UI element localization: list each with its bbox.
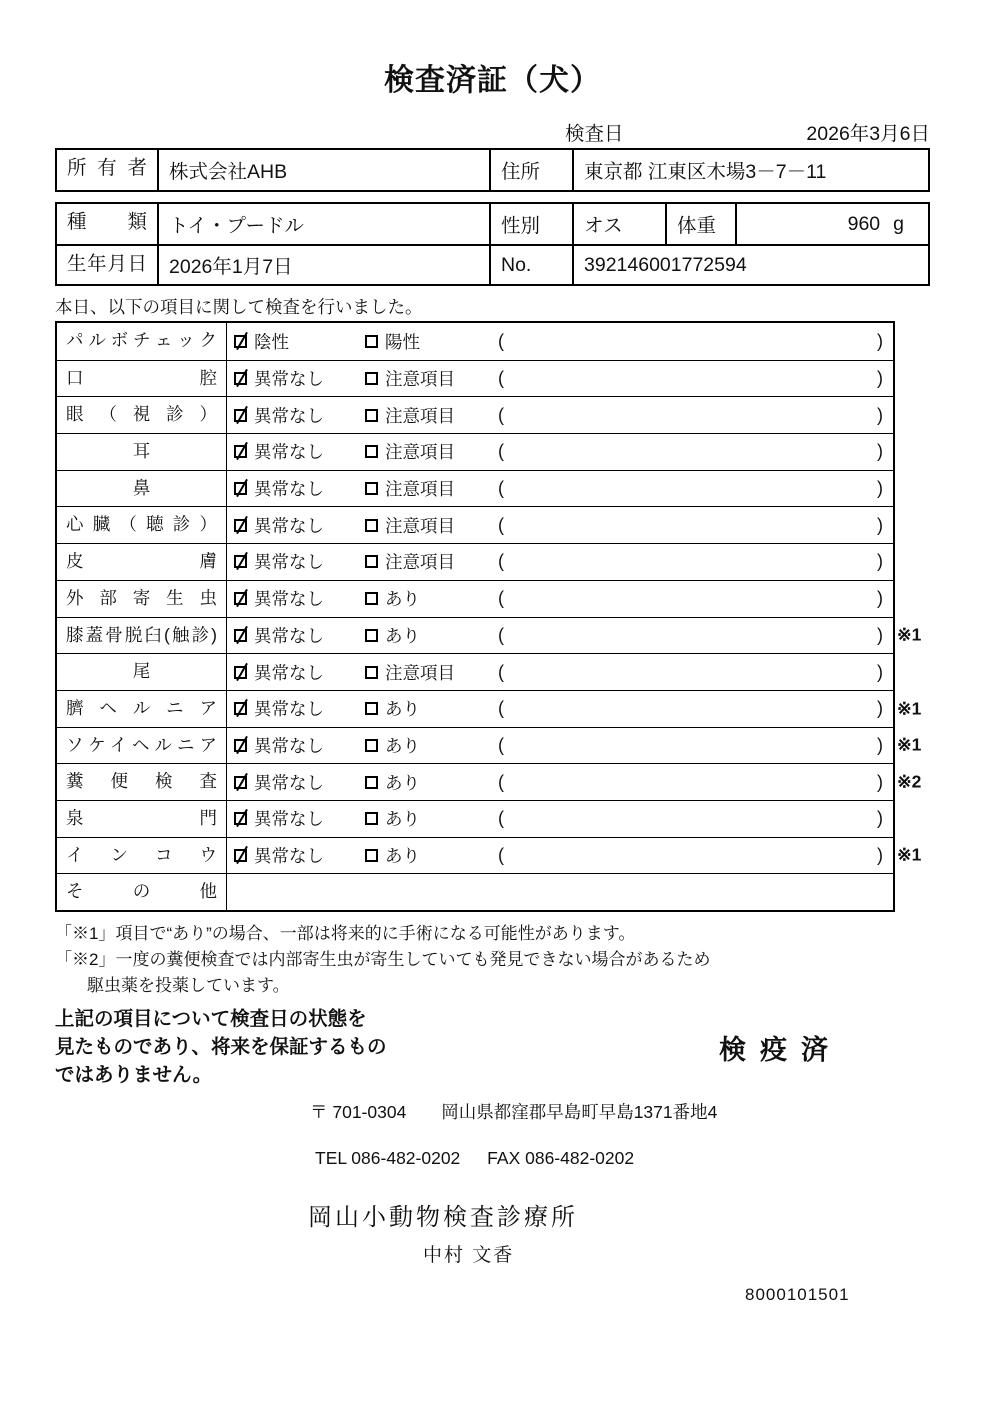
disclaimer-and-stamp	[55, 1005, 930, 1089]
result-unchecked-label: あり	[385, 735, 420, 756]
clinic-address-line	[55, 1099, 1004, 1124]
remarks-field	[498, 368, 893, 389]
remarks-field	[498, 331, 893, 352]
exam-item-label: パルボチェック	[57, 323, 227, 360]
no-value: 392146001772594	[572, 246, 928, 284]
quarantine-stamp: 検疫済	[719, 1034, 842, 1065]
paren-open: (	[498, 441, 504, 462]
remarks-field	[498, 441, 893, 462]
checked-checkbox-icon	[234, 849, 247, 862]
paren-close: )	[877, 368, 883, 389]
footnote-mark: ※1	[897, 844, 922, 865]
result-option-checked	[234, 843, 365, 868]
result-option-checked	[234, 733, 365, 758]
result-option-unchecked	[365, 660, 498, 685]
breed-label: 種類	[67, 211, 147, 233]
checked-checkbox-icon	[234, 519, 247, 532]
exam-result-cell	[227, 764, 893, 800]
result-option-checked	[234, 476, 365, 501]
unchecked-checkbox-icon	[365, 445, 378, 458]
exam-result-cell	[227, 618, 893, 654]
sex-value: オス	[572, 204, 665, 244]
remarks-field	[498, 625, 893, 646]
result-checked-label: 異常なし	[254, 442, 324, 463]
result-option-unchecked	[365, 696, 498, 721]
clinic-block	[55, 1099, 1004, 1267]
checked-checkbox-icon	[234, 812, 247, 825]
weight-label: 体重	[665, 204, 735, 244]
clinic-tel-line	[55, 1148, 1004, 1169]
weight-unit: g	[893, 212, 904, 235]
exam-row	[57, 727, 922, 764]
paren-open: (	[498, 368, 504, 389]
exam-result-cell	[227, 801, 893, 837]
result-option-checked	[234, 549, 365, 574]
result-checked-label: 異常なし	[254, 662, 324, 683]
exam-row	[57, 543, 893, 580]
paren-close: )	[877, 478, 883, 499]
exam-item-label: 口腔	[57, 361, 227, 397]
result-option-unchecked	[365, 549, 498, 574]
sex-label: 性別	[489, 204, 572, 244]
birthdate-label: 生年月日	[67, 253, 147, 275]
unchecked-checkbox-icon	[365, 629, 378, 642]
paren-open: (	[498, 404, 504, 425]
result-unchecked-label: 注意項目	[385, 479, 455, 500]
result-option-unchecked	[365, 403, 498, 428]
result-option-unchecked	[365, 733, 498, 758]
disclaimer-line-2: 見たものであり、将来を保証するもの	[55, 1036, 387, 1058]
footnote-mark: ※1	[897, 734, 922, 755]
exam-result-cell	[227, 838, 893, 874]
checked-checkbox-icon	[234, 666, 247, 679]
exam-item-label: 皮膚	[57, 544, 227, 580]
remarks-field	[498, 478, 893, 499]
exam-row	[57, 323, 893, 360]
pet-table	[55, 202, 930, 286]
paren-close: )	[877, 734, 883, 755]
result-checked-label: 異常なし	[254, 515, 324, 536]
paren-close: )	[877, 698, 883, 719]
exam-row	[57, 506, 893, 543]
pet-table-row-2	[57, 244, 928, 284]
remarks-field	[498, 551, 893, 572]
result-option-unchecked	[365, 476, 498, 501]
result-option-checked	[234, 403, 365, 428]
result-option-checked	[234, 770, 365, 795]
exam-result-cell	[227, 544, 893, 580]
paren-close: )	[877, 404, 883, 425]
result-option-checked	[234, 439, 365, 464]
paren-open: (	[498, 551, 504, 572]
result-option-unchecked	[365, 806, 498, 831]
intro-text: 本日、以下の項目に関して検査を行いました。	[55, 297, 423, 317]
footnote-1: 「※1」項目で“あり”の場合、一部は将来的に手術になる可能性があります。	[55, 924, 636, 943]
birthdate-value: 2026年1月7日	[157, 246, 489, 284]
owner-table-row	[57, 150, 928, 190]
exam-row	[57, 470, 893, 507]
address-label: 住所	[489, 150, 572, 190]
result-checked-label: 異常なし	[254, 699, 324, 720]
postal-code: 〒 701-0304	[310, 1102, 407, 1122]
pet-table-row-1	[57, 204, 928, 244]
exam-result-cell	[227, 471, 893, 507]
disclaimer-line-1: 上記の項目について検査日の状態を	[55, 1008, 367, 1030]
checked-checkbox-icon	[234, 739, 247, 752]
paren-open: (	[498, 478, 504, 499]
footnote-2-line1: 「※2」一度の糞便検査では内部寄生虫が寄生していても発見できない場合があるため	[55, 950, 711, 969]
exam-row	[57, 763, 922, 800]
no-label: No.	[489, 246, 572, 284]
exam-result-cell	[227, 874, 893, 910]
checked-checkbox-icon	[234, 776, 247, 789]
paren-close: )	[877, 588, 883, 609]
result-option-unchecked	[365, 439, 498, 464]
inspection-date-value: 2026年3月6日	[806, 123, 930, 145]
result-checked-label: 異常なし	[254, 479, 324, 500]
exam-result-cell	[227, 434, 893, 470]
clinic-name: 岡山小動物検査診療所	[308, 1204, 578, 1231]
result-checked-label: 異常なし	[254, 625, 324, 646]
unchecked-checkbox-icon	[365, 372, 378, 385]
page-title: 検査済証（犬）	[384, 64, 601, 97]
remarks-field	[498, 515, 893, 536]
result-option-checked	[234, 586, 365, 611]
exam-result-cell	[227, 507, 893, 543]
unchecked-checkbox-icon	[365, 776, 378, 789]
exam-row	[57, 837, 922, 874]
remarks-field	[498, 588, 893, 609]
checked-checkbox-icon	[234, 409, 247, 422]
result-option-checked	[234, 513, 365, 538]
disclaimer-text	[55, 1005, 387, 1089]
exam-item-label: 外部寄生虫	[57, 581, 227, 617]
result-unchecked-label: 注意項目	[385, 552, 455, 573]
paren-close: )	[877, 661, 883, 682]
paren-open: (	[498, 771, 504, 792]
checked-checkbox-icon	[234, 555, 247, 568]
disclaimer-line-3: ではありません。	[55, 1064, 213, 1086]
paren-close: )	[877, 330, 883, 351]
clinic-tel: TEL 086-482-0202	[315, 1148, 461, 1168]
paren-open: (	[498, 330, 504, 351]
exam-row	[57, 800, 893, 837]
breed-value: トイ・プードル	[157, 204, 489, 244]
exam-item-label: インコウ	[57, 838, 227, 874]
unchecked-checkbox-icon	[365, 666, 378, 679]
clinic-address: 岡山県都窪郡早島町早島1371番地4	[441, 1102, 718, 1122]
exam-item-label: 膝蓋骨脱臼(触診)	[57, 618, 227, 654]
exam-item-label: 泉門	[57, 801, 227, 837]
exam-table	[55, 321, 922, 912]
remarks-field	[498, 808, 893, 829]
result-checked-label: 異常なし	[254, 405, 324, 426]
exam-item-label: その他	[57, 874, 227, 910]
paren-open: (	[498, 661, 504, 682]
exam-row	[57, 690, 922, 727]
unchecked-checkbox-icon	[365, 519, 378, 532]
unchecked-checkbox-icon	[365, 739, 378, 752]
exam-row	[57, 433, 893, 470]
exam-item-label: 心臓（聴診）	[57, 507, 227, 543]
result-checked-label: 異常なし	[254, 552, 324, 573]
exam-row	[57, 396, 893, 433]
result-checked-label: 異常なし	[254, 735, 324, 756]
remarks-field	[498, 845, 893, 866]
exam-result-cell	[227, 581, 893, 617]
paren-close: )	[877, 514, 883, 535]
paren-open: (	[498, 624, 504, 645]
unchecked-checkbox-icon	[365, 812, 378, 825]
result-checked-label: 異常なし	[254, 369, 324, 390]
paren-close: )	[877, 441, 883, 462]
result-unchecked-label: 陽性	[385, 331, 420, 352]
examiner-name: 中村 文香	[423, 1245, 515, 1266]
checked-checkbox-icon	[234, 629, 247, 642]
result-option-unchecked	[365, 770, 498, 795]
paren-close: )	[877, 844, 883, 865]
footnote-mark: ※2	[897, 771, 922, 792]
owner-label: 所有者	[67, 157, 147, 179]
result-unchecked-label: あり	[385, 589, 420, 610]
footnote-mark: ※1	[897, 698, 922, 719]
checked-checkbox-icon	[234, 702, 247, 715]
exam-result-cell	[227, 397, 893, 433]
remarks-field	[498, 772, 893, 793]
paren-open: (	[498, 588, 504, 609]
exam-row	[57, 653, 893, 690]
remarks-field	[498, 735, 893, 756]
exam-item-label: 臍ヘルニア	[57, 691, 227, 727]
exam-item-label: 耳	[57, 434, 227, 470]
footnote-2-line2: 駆虫薬を投薬しています。	[87, 976, 290, 995]
result-checked-label: 異常なし	[254, 589, 324, 610]
unchecked-checkbox-icon	[365, 335, 378, 348]
weight-value: 960	[847, 212, 881, 235]
result-option-checked	[234, 366, 365, 391]
result-checked-label: 異常なし	[254, 809, 324, 830]
exam-item-label: 糞便検査	[57, 764, 227, 800]
paren-open: (	[498, 844, 504, 865]
result-checked-label: 陰性	[254, 331, 289, 352]
unchecked-checkbox-icon	[365, 409, 378, 422]
exam-result-cell	[227, 361, 893, 397]
footnote-mark: ※1	[897, 624, 922, 645]
exam-row	[57, 873, 893, 910]
unchecked-checkbox-icon	[365, 702, 378, 715]
inspection-date-row	[55, 118, 930, 144]
result-option-unchecked	[365, 513, 498, 538]
result-unchecked-label: あり	[385, 772, 420, 793]
unchecked-checkbox-icon	[365, 592, 378, 605]
weight-cell	[735, 204, 928, 244]
footnotes	[55, 922, 955, 997]
inspection-date-label: 検査日	[565, 123, 624, 145]
unchecked-checkbox-icon	[365, 849, 378, 862]
checked-checkbox-icon	[234, 372, 247, 385]
exam-row	[57, 617, 922, 654]
exam-item-label: 鼻	[57, 471, 227, 507]
owner-value: 株式会社AHB	[157, 150, 489, 190]
result-option-unchecked	[365, 843, 498, 868]
exam-row	[57, 580, 893, 617]
result-option-unchecked	[365, 623, 498, 648]
paren-close: )	[877, 624, 883, 645]
paren-open: (	[498, 698, 504, 719]
exam-item-label: 尾	[57, 654, 227, 690]
paren-close: )	[877, 808, 883, 829]
result-unchecked-label: あり	[385, 845, 420, 866]
result-checked-label: 異常なし	[254, 772, 324, 793]
result-option-checked	[234, 806, 365, 831]
paren-open: (	[498, 808, 504, 829]
checked-checkbox-icon	[234, 482, 247, 495]
exam-item-label: ソケイヘルニア	[57, 728, 227, 764]
result-unchecked-label: 注意項目	[385, 405, 455, 426]
result-option-unchecked	[365, 366, 498, 391]
document-serial: 8000101501	[745, 1285, 850, 1304]
result-unchecked-label: あり	[385, 699, 420, 720]
result-option-unchecked	[365, 586, 498, 611]
result-option-unchecked	[365, 329, 498, 354]
exam-result-cell	[227, 323, 893, 360]
result-unchecked-label: 注意項目	[385, 515, 455, 536]
result-option-checked	[234, 623, 365, 648]
checked-checkbox-icon	[234, 445, 247, 458]
exam-item-label: 眼（視診）	[57, 397, 227, 433]
result-unchecked-label: 注意項目	[385, 369, 455, 390]
paren-close: )	[877, 771, 883, 792]
unchecked-checkbox-icon	[365, 555, 378, 568]
exam-result-cell	[227, 691, 893, 727]
result-option-checked	[234, 696, 365, 721]
paren-close: )	[877, 551, 883, 572]
result-option-checked	[234, 329, 365, 354]
unchecked-checkbox-icon	[365, 482, 378, 495]
owner-table	[55, 148, 930, 192]
result-option-checked	[234, 660, 365, 685]
address-value: 東京都 江東区木場3－7－11	[572, 150, 928, 190]
exam-result-cell	[227, 728, 893, 764]
clinic-fax: FAX 086-482-0202	[487, 1148, 635, 1168]
result-checked-label: 異常なし	[254, 845, 324, 866]
remarks-field	[498, 698, 893, 719]
remarks-field	[498, 662, 893, 683]
result-unchecked-label: あり	[385, 809, 420, 830]
result-unchecked-label: 注意項目	[385, 662, 455, 683]
checked-checkbox-icon	[234, 592, 247, 605]
paren-open: (	[498, 514, 504, 535]
exam-result-cell	[227, 654, 893, 690]
result-unchecked-label: 注意項目	[385, 442, 455, 463]
checked-checkbox-icon	[234, 335, 247, 348]
result-unchecked-label: あり	[385, 625, 420, 646]
exam-row	[57, 360, 893, 397]
paren-open: (	[498, 734, 504, 755]
remarks-field	[498, 405, 893, 426]
